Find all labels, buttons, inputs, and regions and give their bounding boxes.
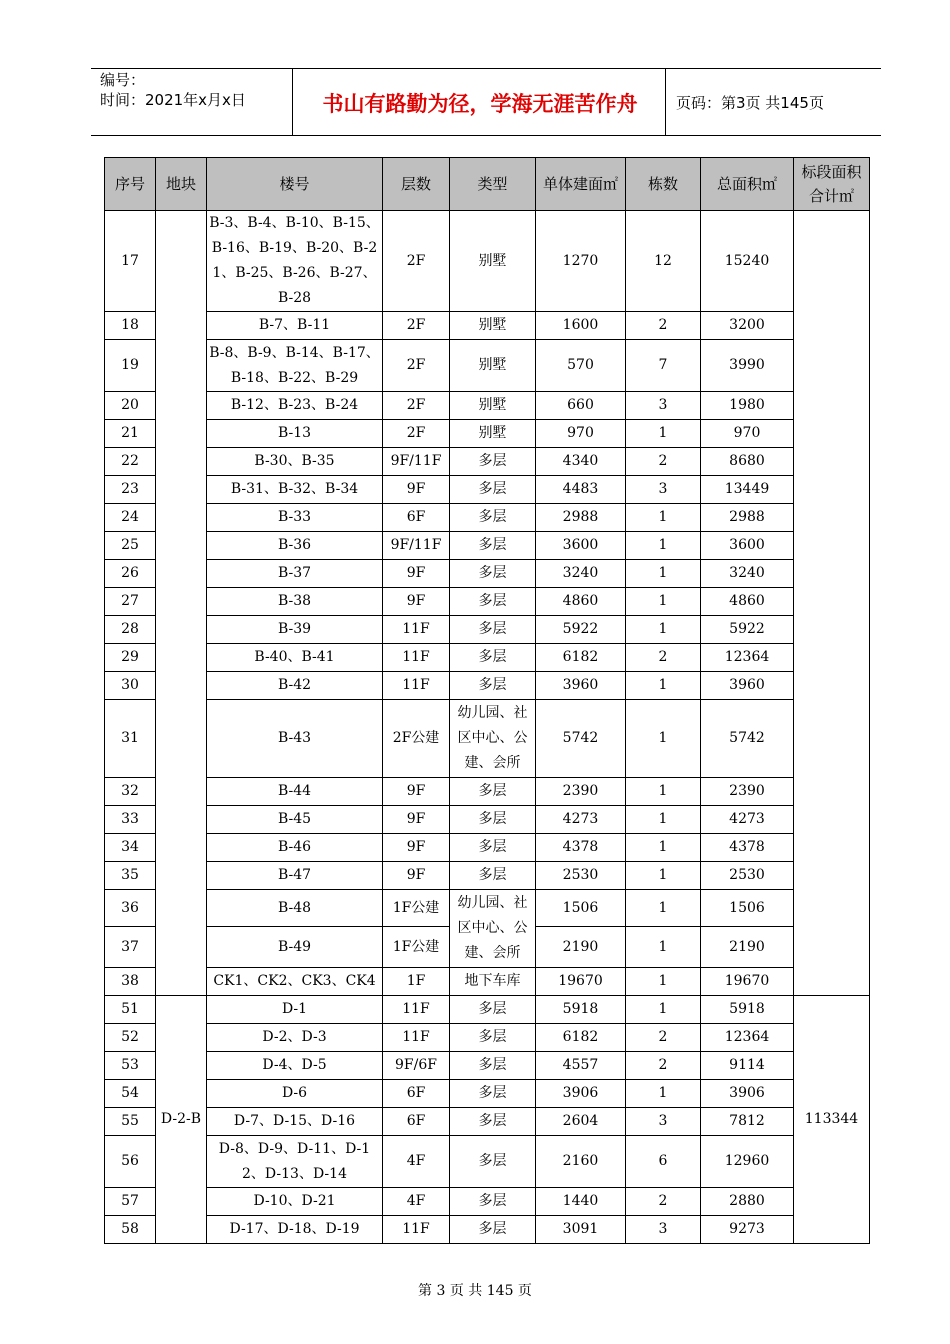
- cell-unit-area: 2604: [536, 1108, 626, 1136]
- cell-total-area: 4860: [701, 588, 794, 616]
- cell-count: 2: [626, 312, 701, 340]
- cell-total-area: 3240: [701, 560, 794, 588]
- table-row: [105, 616, 870, 644]
- cell-block-d: D-2-B: [156, 996, 207, 1244]
- cell-type: 多层: [450, 996, 536, 1024]
- cell-floors: 9F/6F: [383, 1052, 450, 1080]
- table-row: [105, 504, 870, 532]
- cell-building: B-37: [207, 560, 383, 588]
- cell-seq: 18: [105, 312, 156, 340]
- cell-floors: 9F: [383, 778, 450, 806]
- cell-total-area: 1980: [701, 392, 794, 420]
- cell-floors: 1F公建: [383, 890, 450, 927]
- cell-type: 别墅: [450, 312, 536, 340]
- cell-seq: 21: [105, 420, 156, 448]
- cell-seq: 55: [105, 1108, 156, 1136]
- cell-seq: 30: [105, 672, 156, 700]
- cell-count: 1: [626, 778, 701, 806]
- col-header: 地块: [156, 158, 207, 211]
- cell-floors: 11F: [383, 644, 450, 672]
- cell-building: B-47: [207, 862, 383, 890]
- cell-unit-area: 6182: [536, 1024, 626, 1052]
- table-row: [105, 996, 870, 1024]
- cell-type: 多层: [450, 560, 536, 588]
- cell-seq: 19: [105, 340, 156, 392]
- cell-building: D-6: [207, 1080, 383, 1108]
- cell-building: B-46: [207, 834, 383, 862]
- cell-unit-area: 1506: [536, 890, 626, 927]
- cell-floors: 9F: [383, 862, 450, 890]
- cell-type: 多层: [450, 1136, 536, 1188]
- cell-building: B-44: [207, 778, 383, 806]
- table-row: [105, 588, 870, 616]
- cell-seq: 24: [105, 504, 156, 532]
- cell-count: 1: [626, 420, 701, 448]
- cell-count: 1: [626, 996, 701, 1024]
- table-row: [105, 448, 870, 476]
- cell-building: D-8、D-9、D-11、D-12、D-13、D-14: [207, 1136, 383, 1188]
- col-header: 层数: [383, 158, 450, 211]
- cell-type: 别墅: [450, 211, 536, 312]
- col-header: 类型: [450, 158, 536, 211]
- cell-type: 幼儿园、社区中心、公建、会所: [450, 700, 536, 778]
- header-divider-left: [292, 69, 293, 136]
- cell-unit-area: 6182: [536, 644, 626, 672]
- table-row: [105, 392, 870, 420]
- cell-type: 幼儿园、社区中心、公建、会所: [450, 890, 536, 968]
- cell-total-area: 3960: [701, 672, 794, 700]
- header-motto: 书山有路勤为径，学海无涯苦作舟: [322, 92, 638, 116]
- cell-total-area: 19670: [701, 968, 794, 996]
- col-header: 序号: [105, 158, 156, 211]
- cell-type: 多层: [450, 1188, 536, 1216]
- cell-seq: 34: [105, 834, 156, 862]
- table-row: [105, 1216, 870, 1244]
- cell-total-area: 13449: [701, 476, 794, 504]
- table-row: [105, 211, 870, 312]
- cell-building: D-17、D-18、D-19: [207, 1216, 383, 1244]
- cell-total-area: 9114: [701, 1052, 794, 1080]
- cell-total-area: 15240: [701, 211, 794, 312]
- cell-unit-area: 5918: [536, 996, 626, 1024]
- col-header: 标段面积合计㎡: [794, 158, 870, 211]
- cell-seq: 37: [105, 927, 156, 968]
- cell-count: 3: [626, 476, 701, 504]
- cell-count: 1: [626, 588, 701, 616]
- header-meta: [100, 70, 246, 110]
- cell-type: 多层: [450, 1080, 536, 1108]
- cell-total-area: 7812: [701, 1108, 794, 1136]
- cell-seq: 28: [105, 616, 156, 644]
- cell-building: B-36: [207, 532, 383, 560]
- cell-count: 1: [626, 532, 701, 560]
- cell-total-area: 12960: [701, 1136, 794, 1188]
- table-row: [105, 700, 870, 778]
- cell-type: 多层: [450, 588, 536, 616]
- cell-total-area: 2390: [701, 778, 794, 806]
- cell-count: 3: [626, 1108, 701, 1136]
- col-header: 楼号: [207, 158, 383, 211]
- cell-floors: 11F: [383, 996, 450, 1024]
- cell-total-area: 3200: [701, 312, 794, 340]
- cell-seq: 35: [105, 862, 156, 890]
- cell-building: CK1、CK2、CK3、CK4: [207, 968, 383, 996]
- table-row: [105, 672, 870, 700]
- cell-count: 1: [626, 616, 701, 644]
- cell-unit-area: 570: [536, 340, 626, 392]
- cell-type: 多层: [450, 1108, 536, 1136]
- cell-unit-area: 2160: [536, 1136, 626, 1188]
- cell-floors: 4F: [383, 1188, 450, 1216]
- cell-count: 1: [626, 806, 701, 834]
- table-row: [105, 312, 870, 340]
- cell-total-area: 1506: [701, 890, 794, 927]
- cell-unit-area: 19670: [536, 968, 626, 996]
- cell-floors: 1F: [383, 968, 450, 996]
- header-bottom-rule: [91, 135, 881, 136]
- cell-total-area: 8680: [701, 448, 794, 476]
- cell-count: 2: [626, 448, 701, 476]
- cell-seq: 26: [105, 560, 156, 588]
- cell-unit-area: 5922: [536, 616, 626, 644]
- cell-floors: 2F: [383, 312, 450, 340]
- cell-seq: 29: [105, 644, 156, 672]
- area-table: [104, 157, 870, 1244]
- cell-count: 12: [626, 211, 701, 312]
- cell-total-area: 3990: [701, 340, 794, 392]
- cell-floors: 9F/11F: [383, 448, 450, 476]
- cell-building: B-31、B-32、B-34: [207, 476, 383, 504]
- cell-unit-area: 660: [536, 392, 626, 420]
- cell-count: 1: [626, 834, 701, 862]
- cell-type: 多层: [450, 672, 536, 700]
- cell-type: 多层: [450, 448, 536, 476]
- cell-count: 2: [626, 1024, 701, 1052]
- cell-floors: 11F: [383, 1216, 450, 1244]
- cell-unit-area: 4483: [536, 476, 626, 504]
- table-row: [105, 834, 870, 862]
- cell-seq: 31: [105, 700, 156, 778]
- cell-total-area: 2880: [701, 1188, 794, 1216]
- cell-building: B-45: [207, 806, 383, 834]
- col-header: 单体建面㎡: [536, 158, 626, 211]
- cell-type: 多层: [450, 1216, 536, 1244]
- cell-floors: 11F: [383, 672, 450, 700]
- cell-unit-area: 5742: [536, 700, 626, 778]
- cell-unit-area: 3960: [536, 672, 626, 700]
- cell-type: 别墅: [450, 340, 536, 392]
- table-row: [105, 476, 870, 504]
- cell-section-total-b: [794, 211, 870, 996]
- cell-count: 1: [626, 504, 701, 532]
- table-row: [105, 532, 870, 560]
- cell-floors: 11F: [383, 616, 450, 644]
- cell-floors: 2F: [383, 420, 450, 448]
- cell-building: B-30、B-35: [207, 448, 383, 476]
- cell-total-area: 2530: [701, 862, 794, 890]
- cell-unit-area: 2190: [536, 927, 626, 968]
- cell-type: 别墅: [450, 420, 536, 448]
- cell-count: 3: [626, 1216, 701, 1244]
- cell-type: 地下车库: [450, 968, 536, 996]
- cell-seq: 27: [105, 588, 156, 616]
- cell-floors: 9F: [383, 806, 450, 834]
- table-row: [105, 968, 870, 996]
- cell-building: B-48: [207, 890, 383, 927]
- cell-floors: 6F: [383, 1108, 450, 1136]
- cell-total-area: 970: [701, 420, 794, 448]
- cell-total-area: 12364: [701, 644, 794, 672]
- cell-total-area: 2190: [701, 927, 794, 968]
- cell-unit-area: 1440: [536, 1188, 626, 1216]
- table-row: [105, 1136, 870, 1188]
- cell-unit-area: 3240: [536, 560, 626, 588]
- header-page-label: 页码：第3页 共145页: [676, 94, 824, 112]
- table-row: [105, 560, 870, 588]
- cell-unit-area: 4557: [536, 1052, 626, 1080]
- cell-count: 1: [626, 560, 701, 588]
- header-top-rule: [91, 68, 881, 69]
- cell-unit-area: 2390: [536, 778, 626, 806]
- serial-label: 编号：: [100, 71, 146, 89]
- cell-building: D-4、D-5: [207, 1052, 383, 1080]
- cell-floors: 2F: [383, 211, 450, 312]
- cell-count: 1: [626, 672, 701, 700]
- cell-total-area: 5742: [701, 700, 794, 778]
- cell-floors: 9F: [383, 476, 450, 504]
- cell-floors: 2F: [383, 340, 450, 392]
- cell-building: B-39: [207, 616, 383, 644]
- cell-type: 多层: [450, 1024, 536, 1052]
- cell-count: 3: [626, 392, 701, 420]
- table-row: [105, 420, 870, 448]
- cell-unit-area: 4378: [536, 834, 626, 862]
- cell-type: 多层: [450, 616, 536, 644]
- cell-floors: 9F/11F: [383, 532, 450, 560]
- cell-building: B-7、B-11: [207, 312, 383, 340]
- cell-seq: 57: [105, 1188, 156, 1216]
- cell-unit-area: 3906: [536, 1080, 626, 1108]
- cell-type: 多层: [450, 504, 536, 532]
- table-header-row: [105, 158, 870, 211]
- cell-unit-area: 1270: [536, 211, 626, 312]
- cell-count: 2: [626, 644, 701, 672]
- cell-unit-area: 4860: [536, 588, 626, 616]
- cell-block-b: [156, 211, 207, 996]
- cell-total-area: 5922: [701, 616, 794, 644]
- cell-building: B-38: [207, 588, 383, 616]
- cell-unit-area: 3600: [536, 532, 626, 560]
- col-header: 总面积㎡: [701, 158, 794, 211]
- cell-unit-area: 2988: [536, 504, 626, 532]
- cell-count: 2: [626, 1052, 701, 1080]
- cell-type: 多层: [450, 834, 536, 862]
- cell-unit-area: 4273: [536, 806, 626, 834]
- cell-type: 多层: [450, 862, 536, 890]
- cell-seq: 20: [105, 392, 156, 420]
- cell-type: 别墅: [450, 392, 536, 420]
- cell-seq: 53: [105, 1052, 156, 1080]
- cell-total-area: 4273: [701, 806, 794, 834]
- cell-section-total-d: 113344: [794, 996, 870, 1244]
- cell-floors: 2F: [383, 392, 450, 420]
- cell-count: 1: [626, 862, 701, 890]
- table-row: [105, 1188, 870, 1216]
- cell-floors: 9F: [383, 560, 450, 588]
- cell-floors: 11F: [383, 1024, 450, 1052]
- cell-type: 多层: [450, 476, 536, 504]
- cell-building: B-40、B-41: [207, 644, 383, 672]
- cell-seq: 32: [105, 778, 156, 806]
- cell-building: B-49: [207, 927, 383, 968]
- table-row: [105, 806, 870, 834]
- cell-count: 2: [626, 1188, 701, 1216]
- cell-floors: 9F: [383, 588, 450, 616]
- cell-seq: 36: [105, 890, 156, 927]
- cell-count: 1: [626, 927, 701, 968]
- cell-type: 多层: [450, 806, 536, 834]
- cell-building: D-2、D-3: [207, 1024, 383, 1052]
- cell-seq: 56: [105, 1136, 156, 1188]
- cell-building: B-42: [207, 672, 383, 700]
- table-row: [105, 644, 870, 672]
- table-row: [105, 778, 870, 806]
- cell-total-area: 4378: [701, 834, 794, 862]
- table-row: [105, 890, 870, 927]
- cell-count: 7: [626, 340, 701, 392]
- cell-seq: 51: [105, 996, 156, 1024]
- table-row: [105, 1108, 870, 1136]
- cell-building: D-1: [207, 996, 383, 1024]
- cell-seq: 58: [105, 1216, 156, 1244]
- cell-floors: 9F: [383, 834, 450, 862]
- cell-building: B-12、B-23、B-24: [207, 392, 383, 420]
- time-label: 时间：2021年x月x日: [100, 91, 246, 109]
- cell-seq: 52: [105, 1024, 156, 1052]
- cell-count: 1: [626, 1080, 701, 1108]
- cell-unit-area: 970: [536, 420, 626, 448]
- cell-unit-area: 1600: [536, 312, 626, 340]
- cell-building: B-33: [207, 504, 383, 532]
- cell-floors: 4F: [383, 1136, 450, 1188]
- cell-seq: 25: [105, 532, 156, 560]
- table-body: [105, 211, 870, 1244]
- cell-floors: 2F公建: [383, 700, 450, 778]
- cell-floors: 6F: [383, 504, 450, 532]
- table-row: [105, 1024, 870, 1052]
- col-header: 栋数: [626, 158, 701, 211]
- cell-seq: 22: [105, 448, 156, 476]
- cell-unit-area: 2530: [536, 862, 626, 890]
- table-row: [105, 340, 870, 392]
- cell-total-area: 3600: [701, 532, 794, 560]
- cell-total-area: 12364: [701, 1024, 794, 1052]
- cell-type: 多层: [450, 532, 536, 560]
- cell-type: 多层: [450, 1052, 536, 1080]
- cell-total-area: 2988: [701, 504, 794, 532]
- cell-unit-area: 3091: [536, 1216, 626, 1244]
- cell-count: 6: [626, 1136, 701, 1188]
- cell-building: B-13: [207, 420, 383, 448]
- table-row: [105, 1052, 870, 1080]
- cell-floors: 1F公建: [383, 927, 450, 968]
- table-row: [105, 1080, 870, 1108]
- cell-building: B-3、B-4、B-10、B-15、B-16、B-19、B-20、B-21、B-25、B-26、B-27、B-28: [207, 211, 383, 312]
- cell-count: 1: [626, 968, 701, 996]
- cell-building: D-7、D-15、D-16: [207, 1108, 383, 1136]
- cell-building: B-8、B-9、B-14、B-17、B-18、B-22、B-29: [207, 340, 383, 392]
- cell-building: D-10、D-21: [207, 1188, 383, 1216]
- cell-seq: 17: [105, 211, 156, 312]
- cell-floors: 6F: [383, 1080, 450, 1108]
- cell-count: 1: [626, 890, 701, 927]
- cell-count: 1: [626, 700, 701, 778]
- cell-seq: 38: [105, 968, 156, 996]
- cell-total-area: 9273: [701, 1216, 794, 1244]
- page-footer: 第 3 页 共 145 页: [418, 1283, 532, 1299]
- cell-type: 多层: [450, 778, 536, 806]
- table-row: [105, 862, 870, 890]
- cell-total-area: 3906: [701, 1080, 794, 1108]
- cell-total-area: 5918: [701, 996, 794, 1024]
- cell-seq: 54: [105, 1080, 156, 1108]
- cell-building: B-43: [207, 700, 383, 778]
- cell-unit-area: 4340: [536, 448, 626, 476]
- cell-type: 多层: [450, 644, 536, 672]
- cell-seq: 33: [105, 806, 156, 834]
- cell-seq: 23: [105, 476, 156, 504]
